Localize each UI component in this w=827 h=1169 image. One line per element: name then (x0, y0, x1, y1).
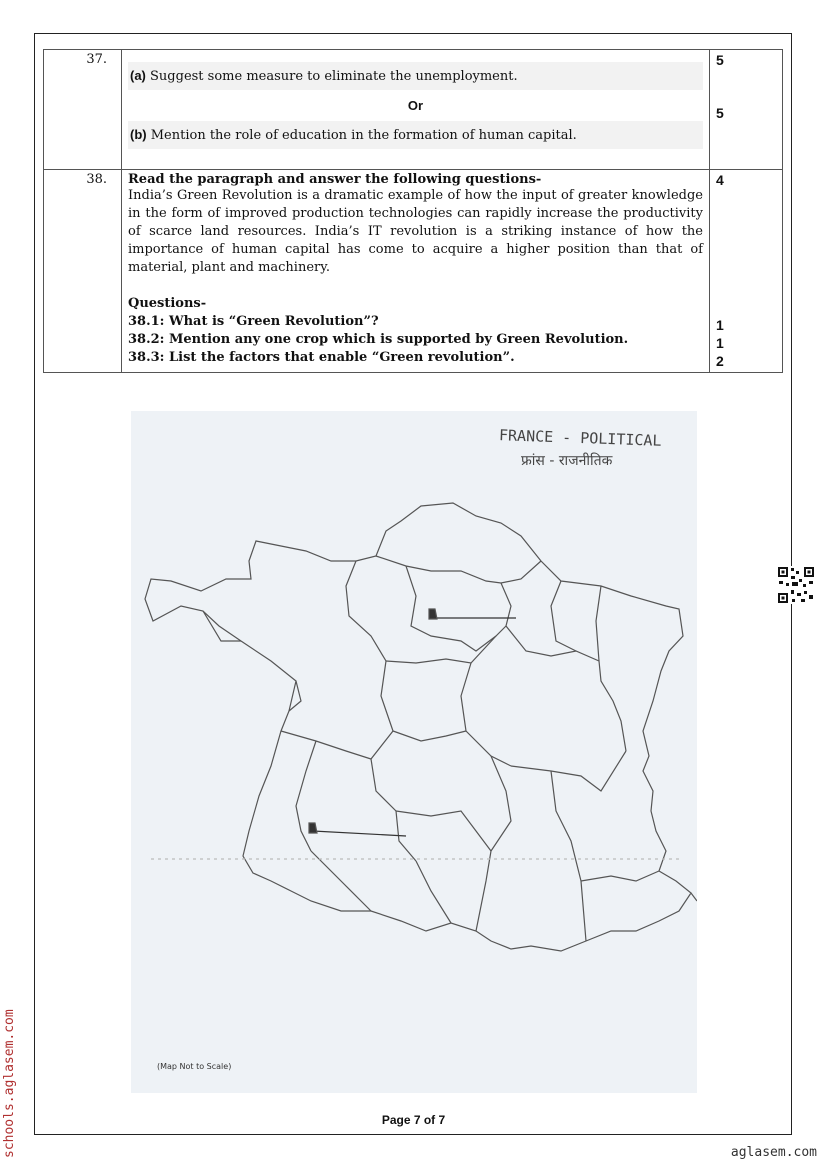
sub-marks-1: 1 (716, 317, 724, 333)
or-separator: Or (407, 98, 424, 113)
marks-cell (710, 50, 783, 170)
part-b-label: (b) (130, 127, 147, 142)
marks-cell (710, 170, 783, 373)
side-watermark: schools.aglasem.com (2, 1009, 17, 1158)
marks-a: 5 (716, 52, 724, 68)
question-part-b (128, 121, 703, 149)
page-number: Page 7 of 7 (381, 1113, 446, 1127)
map-scale-note: (Map Not to Scale) (157, 1062, 232, 1071)
question-paragraph: India’s Green Revolution is a dramatic example of how the input of greater knowledge in the form of improved production technologies can rapidly increase the productivity of scarce land resources. India’s IT revolution is a striking instance of how the importance of human capital has come to acquire a higher position than that of material, plant and machinery. (128, 188, 703, 275)
part-b-text: Mention the role of education in the formation of human capital. (146, 128, 577, 143)
france-outline (145, 503, 691, 951)
qr-code-icon (777, 566, 815, 604)
map-title-english: FRANCE - POLITICAL (498, 426, 662, 450)
question-row-38 (44, 170, 783, 373)
questions-table (43, 49, 783, 373)
question-heading: Read the paragraph and answer the following questions- (128, 172, 542, 187)
question-part-a (128, 62, 703, 90)
sub-marks-3: 2 (716, 353, 724, 369)
marks-main: 4 (716, 172, 724, 188)
sub-question: 38.1: What is “Green Revolution”? (128, 314, 379, 329)
sub-question: 38.3: List the factors that enable “Green revolution”. (128, 350, 515, 365)
france-political-map (131, 411, 697, 1093)
question-row-37 (44, 50, 783, 170)
question-body (122, 170, 710, 373)
question-body (122, 50, 710, 170)
map-outline (131, 411, 697, 1093)
question-number: 38. (44, 170, 122, 373)
part-a-text: Suggest some measure to eliminate the unemployment. (145, 69, 518, 84)
question-number: 37. (44, 50, 122, 170)
map-title-hindi: फ्रांस - राजनीतिक (521, 453, 613, 469)
bottom-watermark: aglasem.com (730, 1145, 817, 1160)
questions-label: Questions- (128, 296, 207, 311)
marks-b: 5 (716, 105, 724, 121)
sub-question: 38.2: Mention any one crop which is supported by Green Revolution. (128, 332, 629, 347)
sub-marks-2: 1 (716, 335, 724, 351)
part-a-label: (a) (130, 68, 146, 83)
